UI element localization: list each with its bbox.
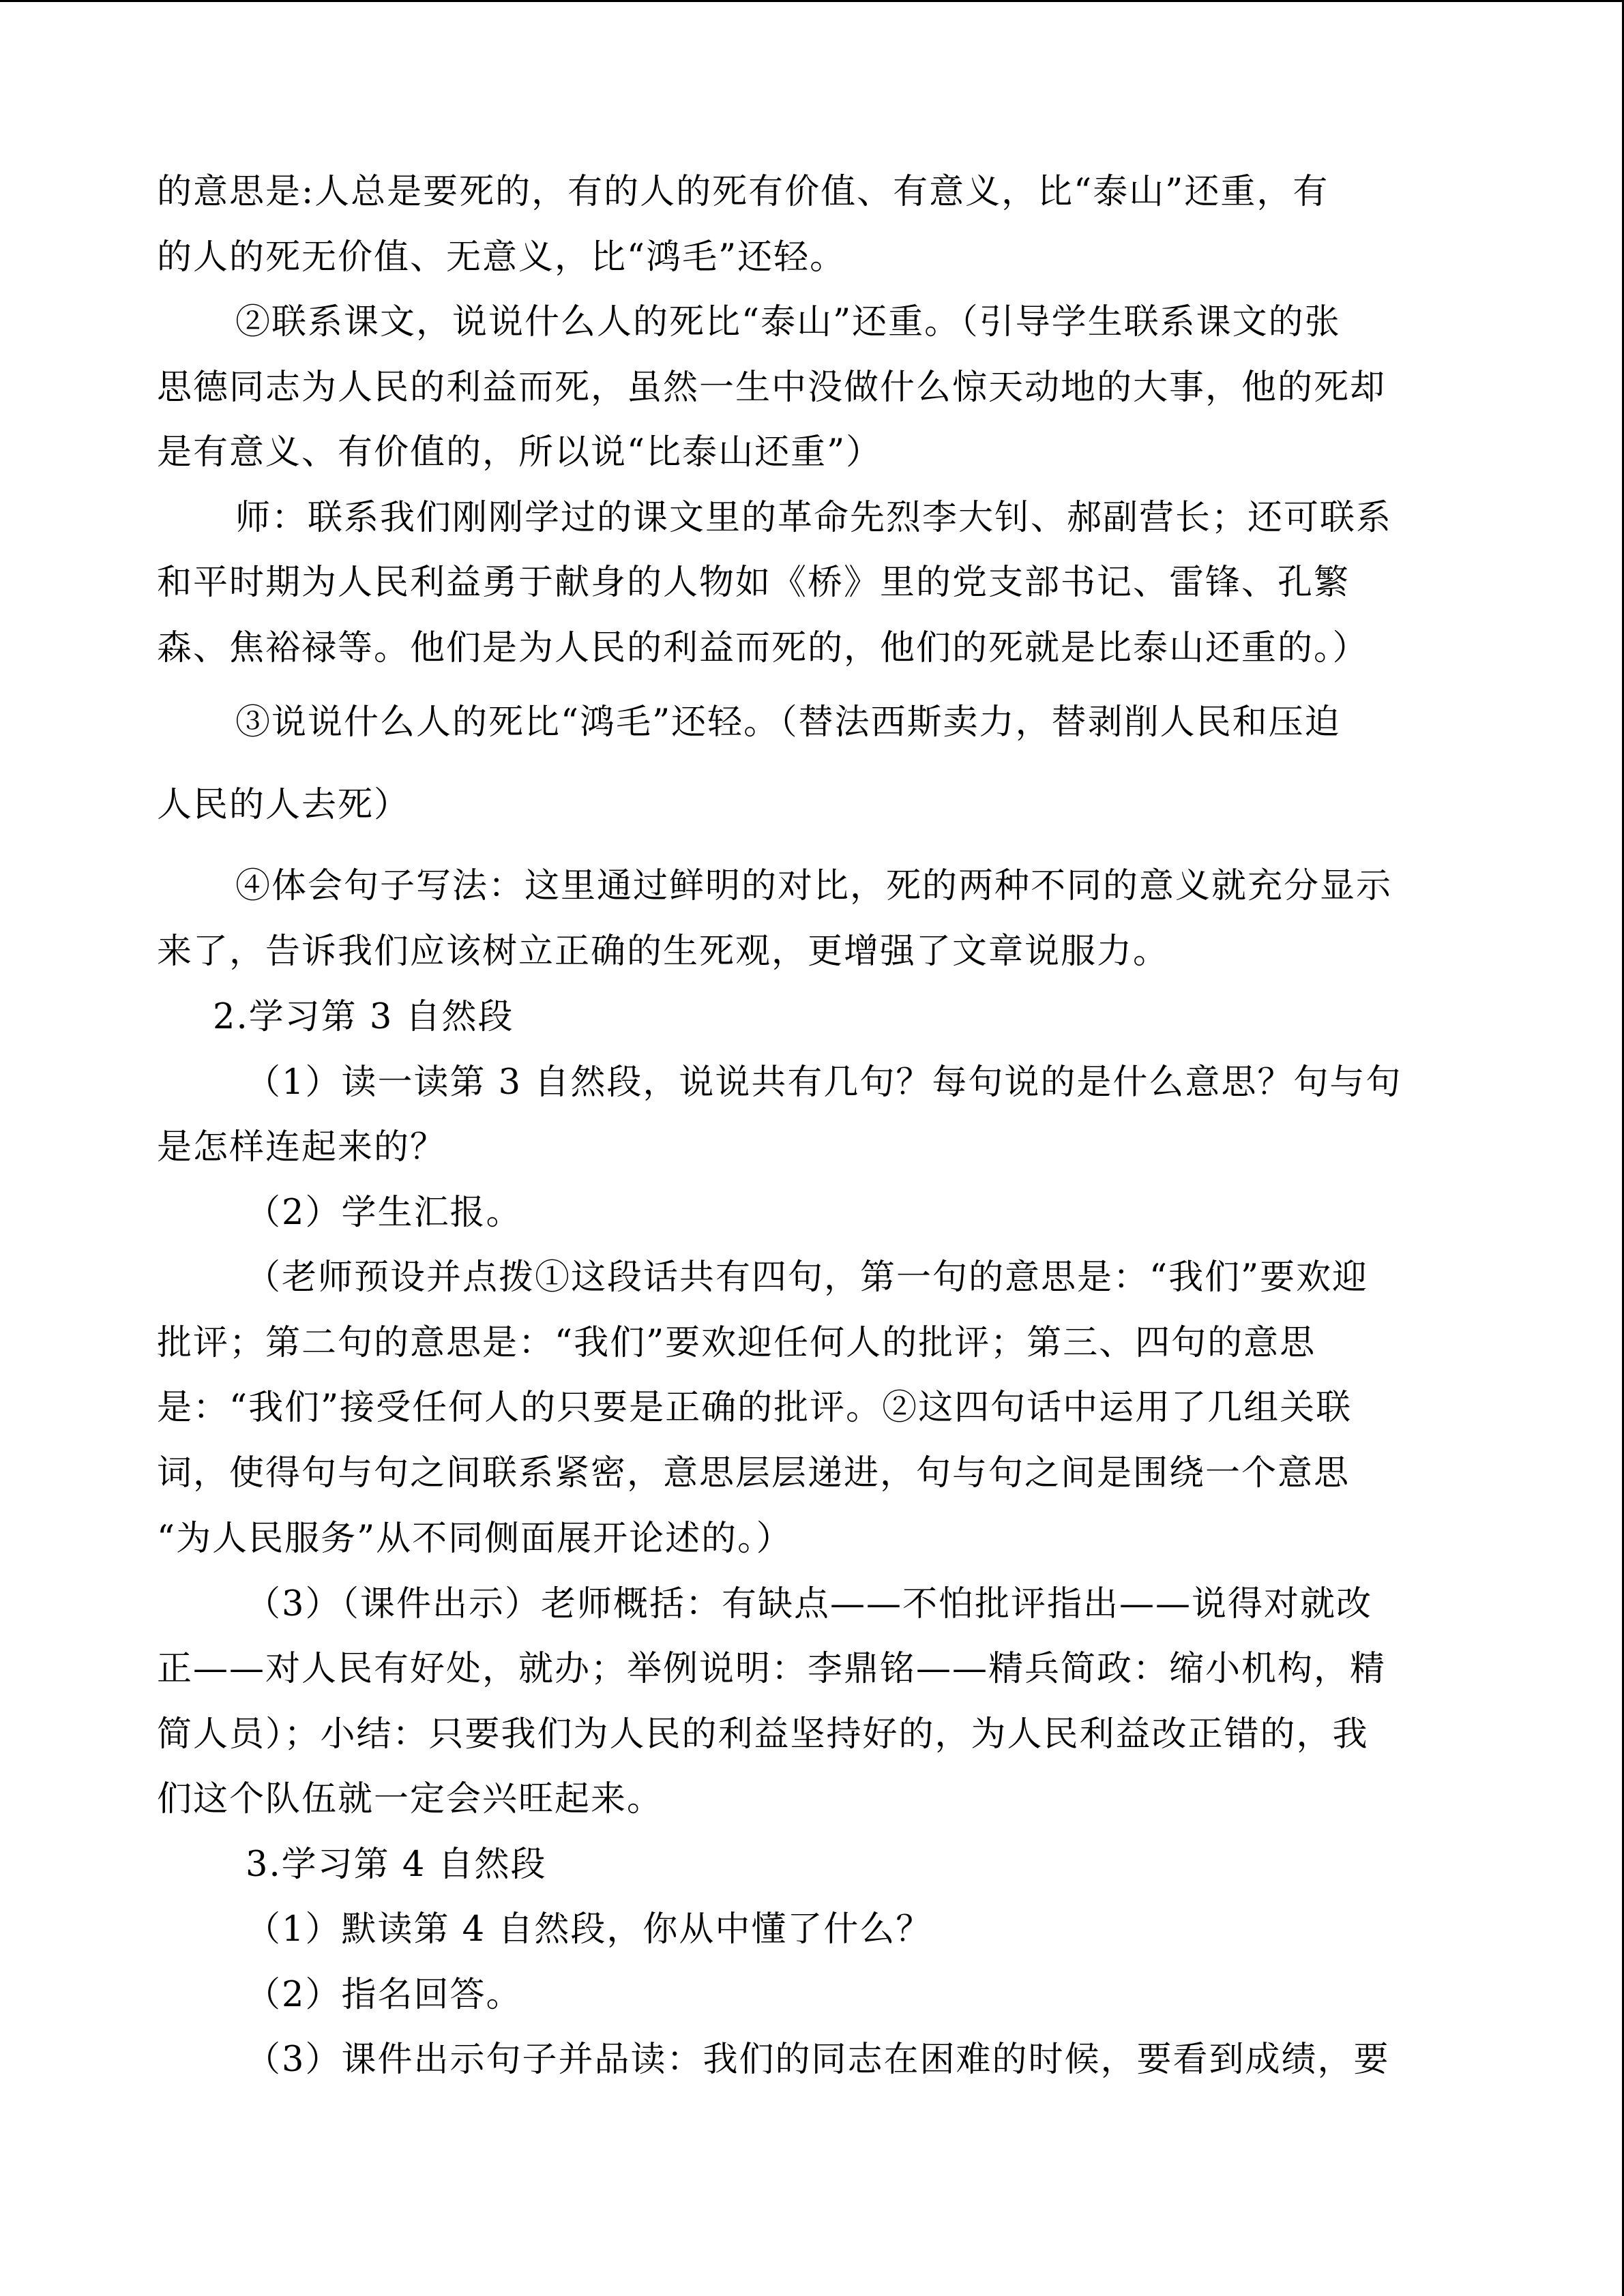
text-line: 词，使得句与句之间联系紧密，意思层层递进，句与句之间是围绕一个意思 <box>157 1453 1350 1493</box>
text-line: （3）（课件出示）老师概括：有缺点——不怕批评指出——说得对就改 <box>246 1584 1372 1624</box>
text-line: 的人的死无价值、无意义，比“鸿毛”还轻。 <box>157 237 846 278</box>
text-line: 是怎样连起来的？ <box>157 1127 447 1167</box>
text-line: 是有意义、有价值的，所以说“比泰山还重”） <box>157 432 883 473</box>
text-line: （2）指名回答。 <box>246 1975 522 2015</box>
text-line: （3）课件出示句子并品读：我们的同志在困难的时候，要看到成绩，要 <box>246 2040 1390 2080</box>
text-line: （1）读一读第 3 自然段，说说共有几句？每句说的是什么意思？句与句 <box>246 1062 1402 1103</box>
text-line: 正——对人民有好处，就办；举例说明：李鼎铭——精兵简政：缩小机构，精 <box>157 1649 1387 1689</box>
text-line: 来了，告诉我们应该树立正确的生死观，更增强了文章说服力。 <box>157 931 1170 972</box>
text-line: 和平时期为人民利益勇于献身的人物如《桥》里的党支部书记、雷锋、孔繁 <box>157 563 1350 603</box>
text-line: 森、焦裕禄等。他们是为人民的利益而死的，他们的死就是比泰山还重的。） <box>157 628 1369 668</box>
text-line: 思德同志为人民的利益而死，虽然一生中没做什么惊天动地的大事，他的死却 <box>157 368 1387 408</box>
text-line: 批评；第二句的意思是：“我们”要欢迎任何人的批评；第三、四句的意思 <box>157 1323 1316 1363</box>
text-line: （1）默读第 4 自然段，你从中懂了什么？ <box>246 1909 932 1950</box>
section-heading: 3.学习第 4 自然段 <box>246 1845 547 1885</box>
text-line: （2）学生汇报。 <box>246 1193 522 1233</box>
text-line: ③说说什么人的死比“鸿毛”还轻。（替法西斯卖力，替剥削人民和压迫 <box>235 702 1341 743</box>
text-line: 简人员）；小结：只要我们为人民的利益坚持好的，为人民利益改正错的，我 <box>157 1714 1369 1755</box>
text-line: 们这个队伍就一定会兴旺起来。 <box>157 1779 664 1819</box>
text-line: ②联系课文，说说什么人的死比“泰山”还重。（引导学生联系课文的张 <box>235 302 1341 342</box>
text-line: 人民的人去死） <box>157 785 411 825</box>
text-line: 是：“我们”接受任何人的只要是正确的批评。②这四句话中运用了几组关联 <box>157 1388 1353 1428</box>
text-line: （老师预设并点拨①这段话共有四句，第一句的意思是：“我们”要欢迎 <box>246 1257 1369 1298</box>
text-line: 的意思是:人总是要死的，有的人的死有价值、有意义，比“泰山”还重，有 <box>157 172 1329 212</box>
text-line: 师：联系我们刚刚学过的课文里的革命先烈李大钊、郝副营长；还可联系 <box>235 498 1393 538</box>
text-line: “为人民服务”从不同侧面展开论述的。） <box>157 1519 793 1559</box>
section-heading: 2.学习第 3 自然段 <box>213 997 514 1037</box>
text-line: ④体会句子写法：这里通过鲜明的对比，死的两种不同的意义就充分显示 <box>235 866 1393 906</box>
